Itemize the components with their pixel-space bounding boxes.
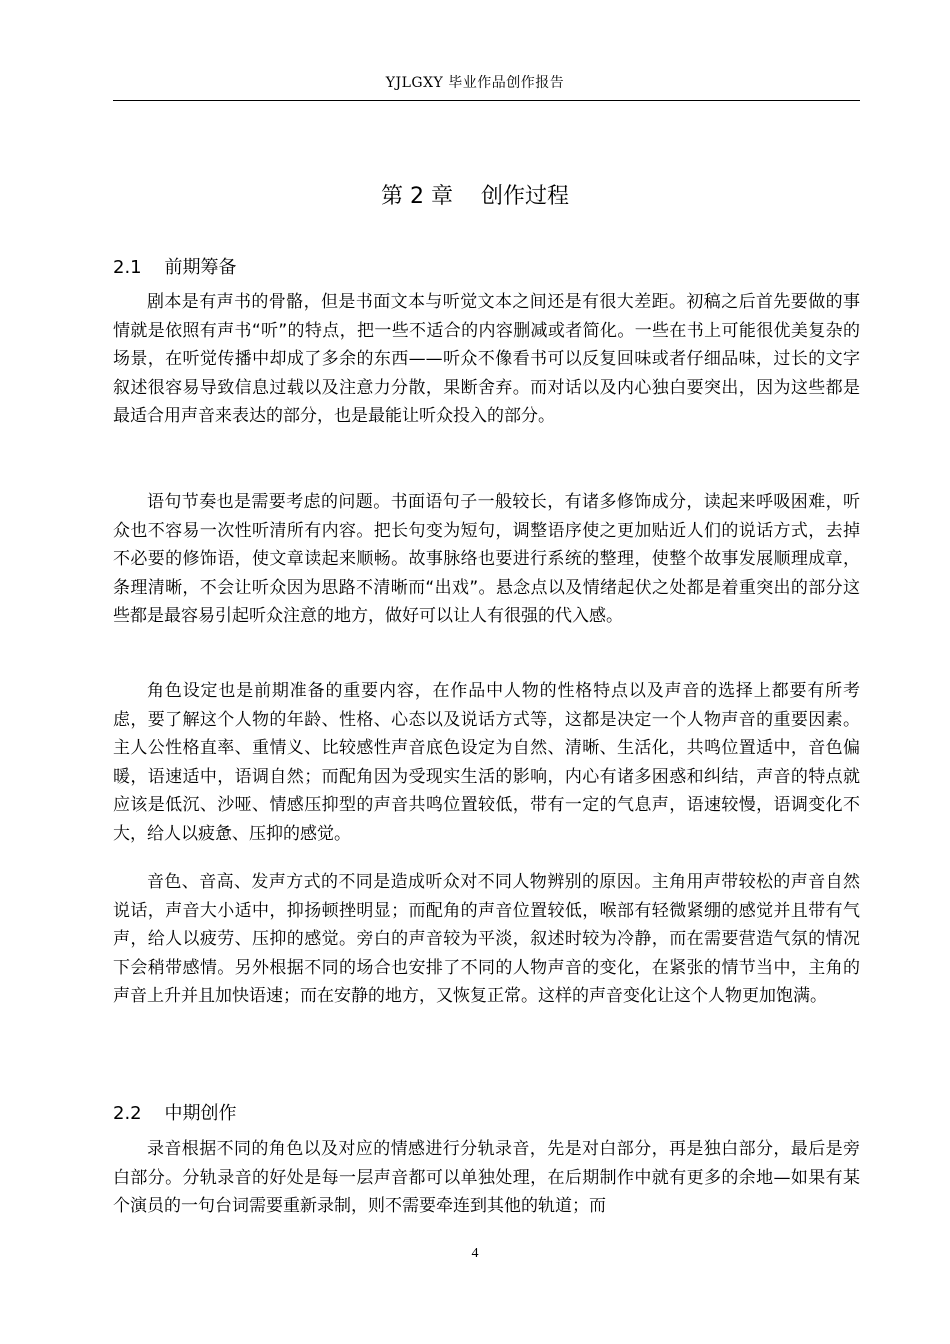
paragraph: 角色设定也是前期准备的重要内容，在作品中人物的性格特点以及声音的选择上都要有所考虑，要了解这个人物的年龄、性格、心态以及说话方式等，这都是决定一个人物声音的重要因素。主人公性格直率、重情义、比较感性声音底色设定为自然、清晰、生活化，共鸣位置适中，音色偏暖，语速适中，语调自然；而配角因为受现实生活的影响，内心有诸多困惑和纠结，声音的特点就应该是低沉、沙哑、情感压抑型的声音共鸣位置较低，带有一定的气息声，语速较慢，语调变化不大，给人以疲惫、压抑的感觉。 (113, 681, 860, 844)
page-number: 4 (471, 1246, 479, 1261)
paragraph: 剧本是有声书的骨骼，但是书面文本与听觉文本之间还是有很大差距。初稿之后首先要做的事情就是依照有声书“听”的特点，把一些不适合的内容删减或者简化。一些在书上可能很优美复杂的场景，在听觉传播中却成了多余的东西——听众不像看书可以反复回味或者仔细品味，过长的文字叙述很容易导致信息过载以及注意力分散，果断舍弃。而对话以及内心独白要突出，因为这些都是最适合用声音来表达的部分，也是最能让听众投入的部分。 (113, 292, 860, 427)
paragraph: 语句节奏也是需要考虑的问题。书面语句子一般较长，有诸多修饰成分，读起来呼吸困难，听众也不容易一次性听清所有内容。把长句变为短句，调整语序使之更加贴近人们的说话方式，去掉不必要的修饰语，使文章读起来顺畅。故事脉络也要进行系统的整理，使整个故事发展顺理成章，条理清晰，不会让听众因为思路不清晰而“出戏”。悬念点以及情绪起伏之处都是着重突出的部分这些都是最容易引起听众注意的地方，做好可以让人有很强的代入感。 (113, 492, 860, 627)
section-heading-2-2: 2.2 中期创作 (113, 1103, 237, 1124)
paragraph: 录音根据不同的角色以及对应的情感进行分轨录音，先是对白部分，再是独白部分，最后是旁白部分。分轨录音的好处是每一层声音都可以单独处理，在后期制作中就有更多的余地—如果有某个演员的一句台词需要重新录制，则不需要牵连到其他的轨道；而 (113, 1139, 860, 1217)
paragraph: 音色、音高、发声方式的不同是造成听众对不同人物辨别的原因。主角用声带较松的声音自然说话，声音大小适中，抑扬顿挫明显；而配角的声音位置较低，喉部有轻微紧绷的感觉并且带有气声，给人以疲劳、压抑的感觉。旁白的声音较为平淡，叙述时较为冷静，而在需要营造气氛的情况下会稍带感情。另外根据不同的场合也安排了不同的人物声音的变化，在紧张的情节当中，主角的声音上升并且加快语速；而在安静的地方，又恢复正常。这样的声音变化让这个人物更加饱满。 (113, 872, 860, 1007)
section-heading-2-1: 2.1 前期筹备 (113, 257, 237, 278)
running-header: YJLGXY 毕业作品创作报告 (385, 75, 565, 91)
header-divider (113, 100, 860, 101)
chapter-title: 第 2 章 创作过程 (381, 184, 569, 209)
